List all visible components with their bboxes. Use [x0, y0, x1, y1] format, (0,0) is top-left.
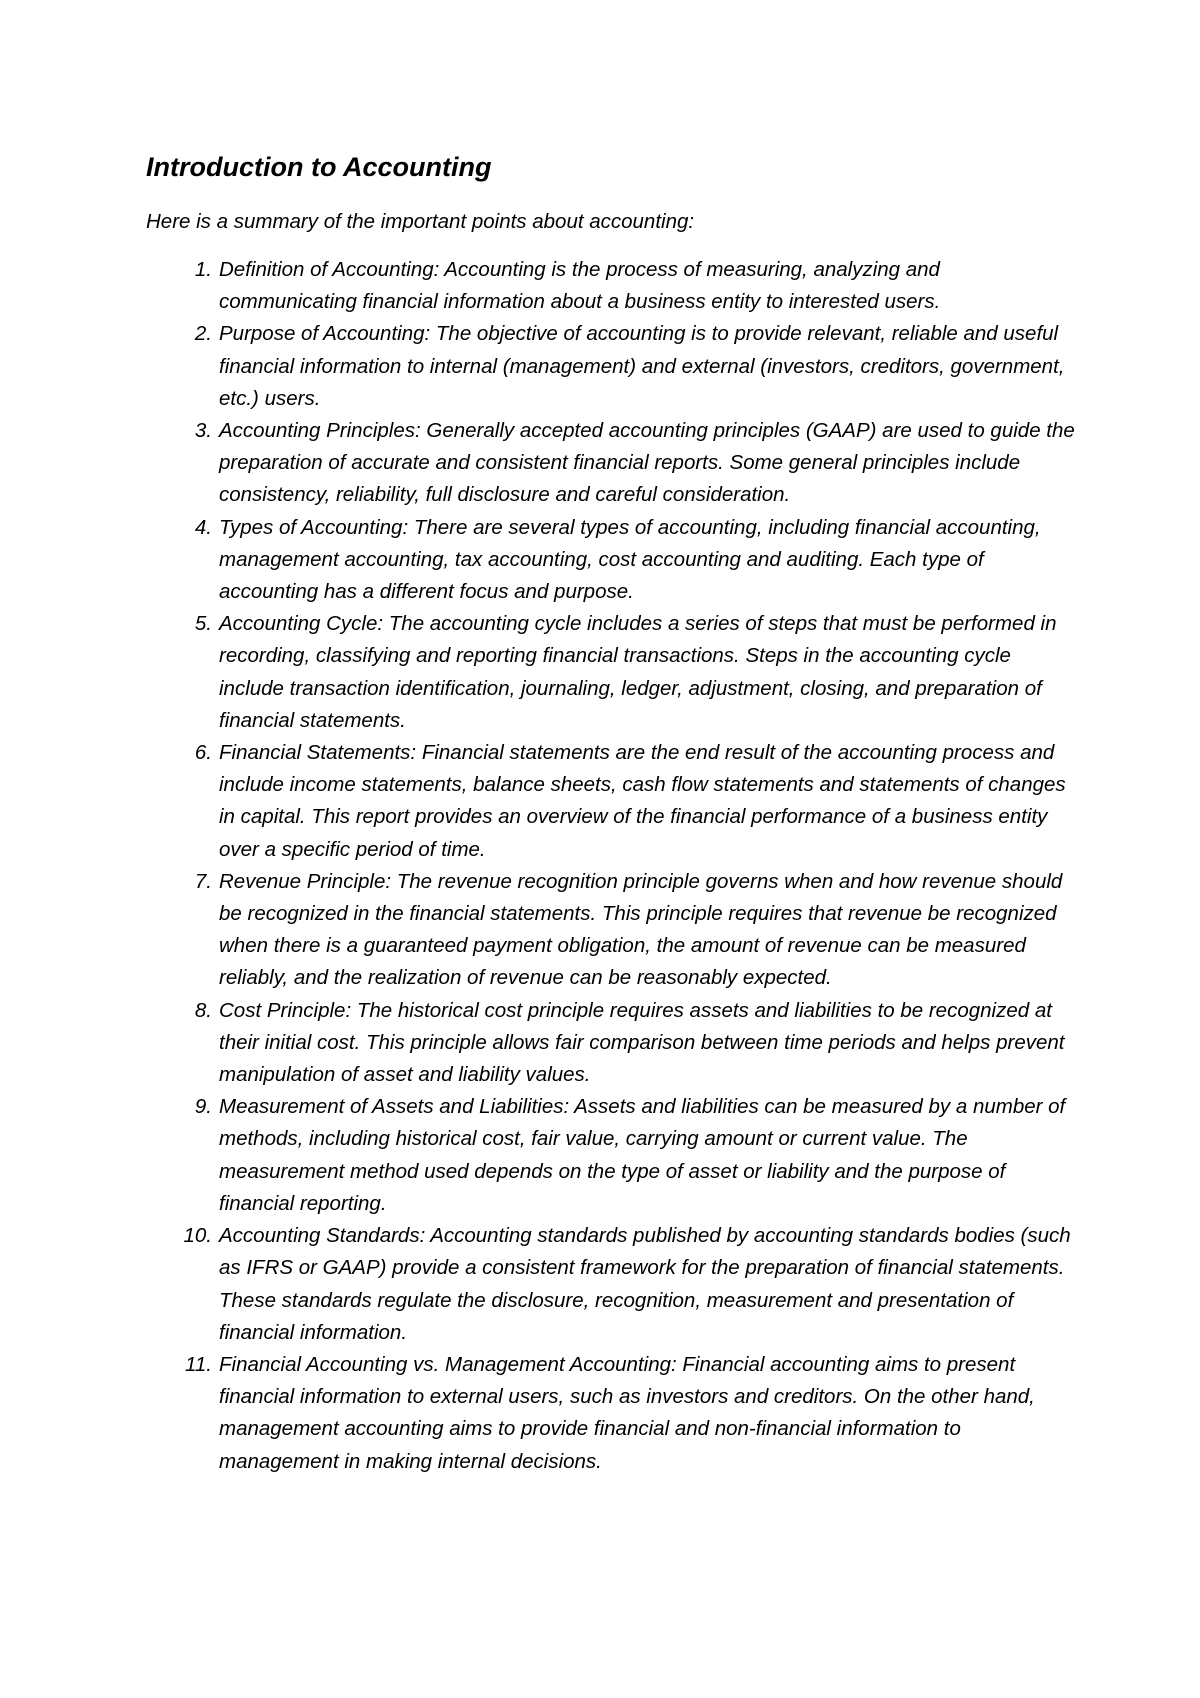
list-item-text: Purpose of Accounting: The objective of accounting is to provide relevant, reliable and useful financial information to internal (management) and external (investors, creditors, government, etc.) users.	[219, 322, 1065, 410]
list-item-text: Accounting Standards: Accounting standards published by accounting standards bodies (such as IFRS or GAAP) provide a consistent framework for the preparation of financial statements. These standards regulate the disclosure, recognition, measurement and presentation of financial information.	[219, 1224, 1071, 1344]
document-title: Introduction to Accounting	[146, 152, 492, 182]
list-item	[146, 737, 1076, 866]
list-item-number: 11.	[185, 1352, 212, 1376]
list-item-number: 10.	[183, 1224, 212, 1248]
points-list	[146, 254, 1076, 1478]
list-item	[146, 995, 1076, 1092]
list-item-text: Accounting Principles: Generally accepted accounting principles (GAAP) are used to guide the preparation of accurate and consistent financial reports. Some general principles include consistency, reliability, full disclosure and careful consideration.	[219, 419, 1075, 507]
list-item	[146, 415, 1076, 512]
list-item-number: 4.	[194, 515, 212, 539]
list-item	[146, 1349, 1076, 1478]
list-item-text: Accounting Cycle: The accounting cycle includes a series of steps that must be performed in recording, classifying and reporting financial transactions. Steps in the accounting cycle include transaction identification, journaling, ledger, adjustment, closing, and preparation of financial statements.	[219, 612, 1057, 732]
list-item-text: Financial Statements: Financial statements are the end result of the accounting process and include income statements, balance sheets, cash flow statements and statements of changes in capital. This report provides an overview of the financial performance of a business entity over a specific period of time.	[219, 741, 1066, 861]
list-item	[146, 254, 1076, 318]
list-item-number: 7.	[194, 869, 212, 893]
list-item-text: Measurement of Assets and Liabilities: Assets and liabilities can be measured by a number of methods, including historical cost, fair value, carrying amount or current value. The measurement method used depends on the type of asset or liability and the purpose of financial reporting.	[219, 1095, 1066, 1215]
list-item-number: 9.	[194, 1095, 212, 1119]
list-item-number: 2.	[194, 322, 212, 346]
list-item	[146, 512, 1076, 609]
list-item-number: 3.	[194, 419, 212, 443]
list-item-number: 6.	[194, 741, 212, 765]
list-item-text: Types of Accounting: There are several types of accounting, including financial accounting, management accounting, tax accounting, cost accounting and auditing. Each type of accounting has a different focus and purpose.	[219, 515, 1041, 604]
list-item-text: Definition of Accounting: Accounting is the process of measuring, analyzing and communicating financial information about a business entity to interested users.	[219, 258, 941, 314]
list-item-number: 5.	[194, 612, 212, 636]
list-item	[146, 318, 1076, 415]
list-item	[146, 1220, 1076, 1349]
list-item-number: 1.	[194, 258, 212, 281]
list-item	[146, 608, 1076, 737]
list-item-text: Cost Principle: The historical cost principle requires assets and liabilities to be recognized at their initial cost. This principle allows fair comparison between time periods and helps prevent manipulation of asset and liability values.	[219, 998, 1065, 1087]
list-item	[146, 1091, 1076, 1220]
list-item	[146, 866, 1076, 995]
list-item-text: Financial Accounting vs. Management Accounting: Financial accounting aims to present financial information to external users, such as investors and creditors. On the other hand, management accounting aims to provide financial and non-financial information to management in making internal decisions.	[219, 1352, 1035, 1473]
list-item-number: 8.	[194, 998, 212, 1022]
list-item-text: Revenue Principle: The revenue recognition principle governs when and how revenue should be recognized in the financial statements. This principle requires that revenue be recognized when there is a guaranteed payment obligation, the amount of revenue can be measured reliably, and the realization of revenue can be reasonably expected.	[219, 869, 1063, 990]
intro-paragraph: Here is a summary of the important points about accounting:	[146, 210, 695, 233]
